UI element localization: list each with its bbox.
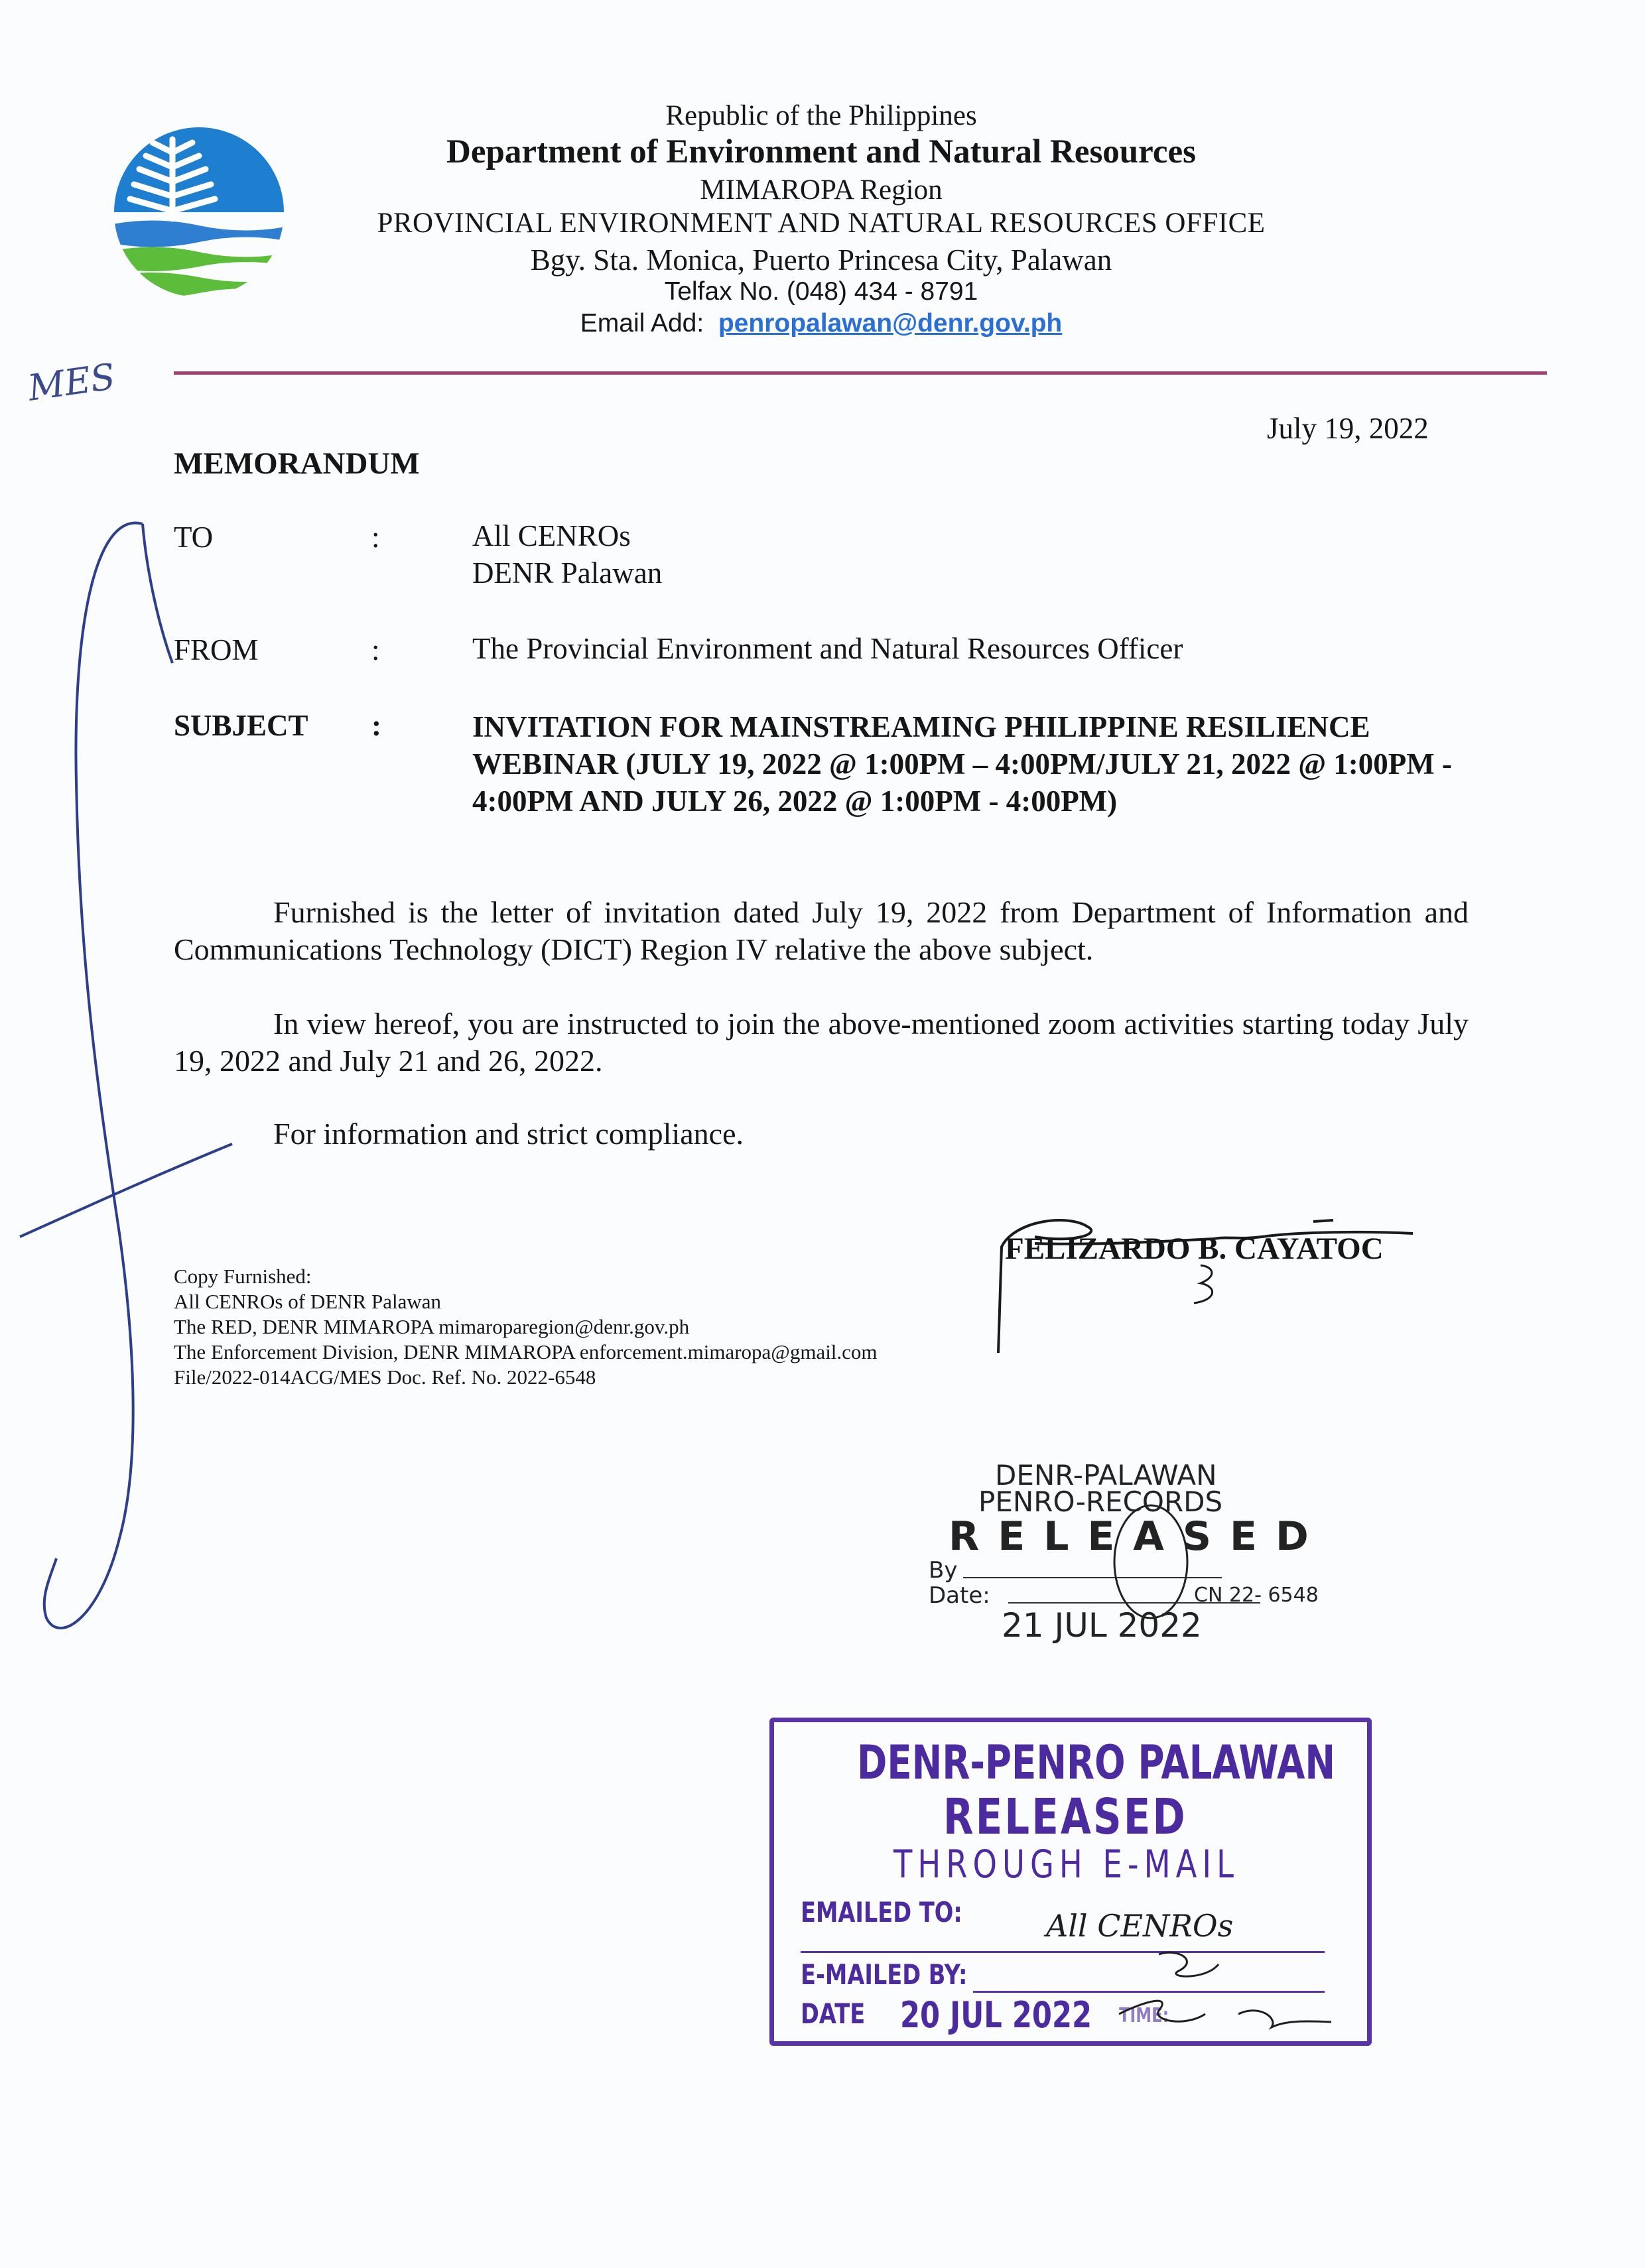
- letterhead-address: Bgy. Sta. Monica, Puerto Princesa City, Palawan: [530, 243, 1112, 277]
- stamp-records-cn: CN 22- 6548: [1194, 1584, 1319, 1607]
- letterhead-department: Department of Environment and Natural Resources: [446, 133, 1196, 170]
- records-released-stamp: [915, 1459, 1340, 1658]
- stamp-email-signature: [1106, 1934, 1364, 2041]
- stamp-email-emailed-by-label: E-MAILED BY:: [801, 1958, 968, 1991]
- to-recipients: [472, 517, 662, 592]
- stamp-email-date: 20 JUL 2022: [900, 1994, 1092, 2036]
- stamp-records-line1: DENR-PALAWAN: [995, 1459, 1217, 1491]
- subject-value: INVITATION FOR MAINSTREAMING PHILIPPINE RESILIENCE WEBINAR (JULY 19, 2022 @ 1:00PM – 4:00PM/JULY 21, 2022 @ 1:00PM - 4:00PM AND JULY 26, 2022 @ 1:00PM - 4:00PM): [472, 710, 1452, 818]
- letterhead-email-line: [0, 309, 1642, 338]
- copy-furnished-item: The RED, DENR MIMAROPA mimaroparegion@denr.gov.ph: [174, 1315, 690, 1338]
- stamp-records-status: RELEASED: [949, 1513, 1327, 1560]
- copy-furnished-heading: Copy Furnished:: [174, 1265, 312, 1288]
- letterhead-divider: [174, 371, 1547, 375]
- signature-scribble: [988, 1167, 1426, 1366]
- to-line-2: DENR Palawan: [472, 556, 663, 590]
- margin-note: MES: [25, 355, 118, 409]
- from-label: FROM: [174, 633, 259, 666]
- stamp-records-date-label: Date:: [929, 1582, 990, 1609]
- copy-furnished-item: The Enforcement Division, DENR MIMAROPA enforcement.mimaropa@gmail.com: [174, 1340, 878, 1363]
- email-released-stamp: [769, 1718, 1372, 2046]
- stamp-records-circle-mark: [1101, 1499, 1201, 1631]
- memo-date: July 19, 2022: [1267, 412, 1429, 445]
- letterhead-telfax: Telfax No. (048) 434 - 8791: [664, 277, 978, 306]
- body-paragraph-2: In view hereof, you are instructed to join the above-mentioned zoom activities starting today July 19, 2022 and July 21 and 26, 2022.: [174, 1007, 1469, 1078]
- body-paragraph-1: Furnished is the letter of invitation dated July 19, 2022 from Department of Information and Communications Technology (DICT) Region IV relative the above subject.: [174, 895, 1469, 966]
- signer-name: FELIZARDO B. CAYATOC: [1005, 1231, 1384, 1266]
- letterhead-region: MIMAROPA Region: [700, 174, 943, 206]
- copy-furnished-item: File/2022-014ACG/MES Doc. Ref. No. 2022-6548: [174, 1365, 596, 1389]
- letterhead-republic: Republic of the Philippines: [665, 100, 977, 131]
- stamp-records-date: 21 JUL 2022: [1002, 1606, 1202, 1645]
- to-label: TO: [174, 521, 214, 554]
- letterhead-office: PROVINCIAL ENVIRONMENT AND NATURAL RESOURCES OFFICE: [377, 208, 1266, 239]
- email-link[interactable]: penropalawan@denr.gov.ph: [718, 309, 1063, 338]
- stamp-records-line2: PENRO-RECORDS: [978, 1485, 1223, 1518]
- stamp-email-date-label: DATE: [801, 1997, 866, 2030]
- to-line-1: All CENROs: [472, 519, 631, 552]
- subject-colon: :: [371, 709, 381, 742]
- stamp-email-emailed-to-label: EMAILED TO:: [801, 1896, 962, 1928]
- copy-furnished-item: All CENROs of DENR Palawan: [174, 1290, 441, 1313]
- stamp-email-line1: DENR-PENRO PALAWAN: [857, 1735, 1336, 1790]
- email-label: Email Add:: [580, 309, 704, 338]
- stamp-email-emailed-to-value: All CENROs: [1046, 1908, 1234, 1944]
- stamp-email-time-label: TIME:: [1119, 2004, 1169, 2027]
- stamp-records-by-label: By: [929, 1557, 958, 1584]
- subject-label: SUBJECT: [174, 709, 308, 742]
- body-paragraph-3: For information and strict compliance.: [273, 1117, 744, 1151]
- from-value: The Provincial Environment and Natural Resources Officer: [472, 632, 1183, 665]
- stamp-email-line3: THROUGH E-MAIL: [893, 1842, 1239, 1887]
- from-colon: :: [371, 633, 380, 666]
- to-colon: :: [371, 521, 380, 554]
- memo-title: MEMORANDUM: [174, 446, 420, 481]
- stamp-email-line2: RELEASED: [943, 1789, 1187, 1846]
- copy-furnished: [174, 1264, 878, 1390]
